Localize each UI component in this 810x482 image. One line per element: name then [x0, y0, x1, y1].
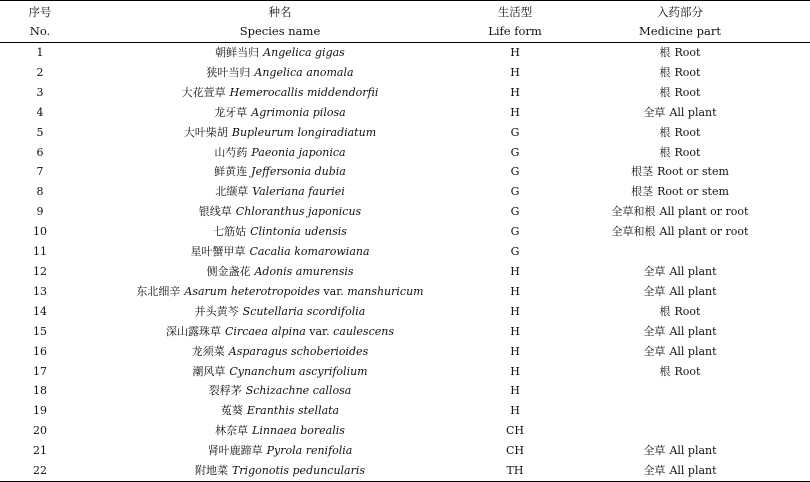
species-scientific-name: Pyrola renifolia [266, 444, 353, 458]
life-form-cell: CH [505, 444, 524, 458]
medicine-part-chinese: 根 [659, 46, 671, 59]
species-cell [80, 322, 480, 342]
medicine-part-cell [550, 322, 810, 342]
life-form-cell: CH [505, 424, 524, 438]
species-chinese-name: 朝鲜当归 [215, 46, 260, 59]
life-form-cell: G [510, 245, 520, 259]
species-chinese-name: 北缬草 [215, 185, 249, 199]
species-scientific-name: Asparagus schoberioides [228, 344, 369, 358]
species-cell [80, 362, 480, 382]
row-number: 3 [36, 85, 44, 99]
species-cell [80, 262, 480, 282]
medicine-part-english: All plant [669, 105, 717, 119]
species-scientific-name: Adonis amurensis [254, 264, 354, 278]
life-form-cell: H [510, 304, 520, 318]
table-row [0, 182, 810, 202]
species-chinese-name: 菟葵 [220, 404, 243, 418]
row-number: 4 [36, 105, 44, 119]
table-row [0, 441, 810, 461]
medicine-part-cell [550, 182, 810, 202]
life-form-cell: H [510, 364, 520, 378]
species-cell [80, 421, 480, 441]
species-scientific-name: Schizachne callosa [245, 384, 352, 398]
row-number: 12 [33, 264, 47, 278]
species-scientific-name: Hemerocallis middendorfii [229, 85, 379, 99]
row-number: 16 [33, 344, 47, 358]
row-number: 14 [33, 304, 47, 318]
row-number: 7 [36, 165, 44, 179]
medicine-part-cell [550, 143, 810, 163]
header-no-cn: 序号 [0, 1, 80, 22]
table-row [0, 123, 810, 143]
row-number: 6 [36, 145, 44, 159]
medicine-part-english: Root [674, 145, 701, 159]
species-variety: var. caulescens [309, 324, 394, 338]
medicine-part-chinese: 全草 [643, 264, 666, 278]
row-number: 8 [36, 185, 44, 199]
header-species-en: Species name [80, 21, 480, 43]
medicine-part-chinese: 全草 [643, 344, 666, 358]
species-cell [80, 143, 480, 163]
species-cell [80, 43, 480, 63]
row-number: 9 [36, 205, 44, 219]
medicine-part-english: All plant or root [659, 205, 749, 219]
medicine-part-cell [550, 83, 810, 103]
medicine-part-chinese: 全草 [643, 105, 666, 119]
species-scientific-name: Angelica anomala [254, 65, 354, 79]
species-scientific-name: Clintonia udensis [250, 225, 347, 239]
table-row [0, 43, 810, 63]
species-scientific-name: Linnaea borealis [252, 424, 345, 438]
life-form-cell: H [510, 46, 520, 59]
life-form-cell: G [510, 185, 520, 199]
table-row [0, 401, 810, 421]
table-body [0, 43, 810, 482]
species-scientific-name: Bupleurum longiradiatum [231, 125, 377, 139]
table-row [0, 242, 810, 262]
medicine-part-english: All plant [669, 444, 717, 458]
medicine-part-cell [550, 123, 810, 143]
table-header [0, 1, 810, 43]
life-form-cell: H [510, 384, 520, 398]
species-chinese-name: 侧金盏花 [206, 264, 251, 278]
species-chinese-name: 鲜黄连 [214, 165, 248, 179]
species-cell [80, 162, 480, 182]
table-row [0, 322, 810, 342]
medicine-part-cell [550, 381, 810, 401]
species-chinese-name: 七筋姑 [213, 225, 247, 239]
species-chinese-name: 山芍药 [214, 145, 248, 159]
table-row [0, 461, 810, 481]
row-number: 1 [36, 46, 44, 59]
medicine-part-english: Root or stem [657, 185, 729, 199]
header-life-form-en: Life form [480, 21, 550, 43]
row-number: 15 [33, 324, 47, 338]
medicine-part-cell [550, 282, 810, 302]
medicine-part-english: All plant [669, 464, 717, 478]
medicine-part-english: Root [674, 65, 701, 79]
medicine-part-cell [550, 222, 810, 242]
species-scientific-name: Jeffersonia dubia [251, 165, 346, 179]
species-scientific-name: Cynanchum ascyrifolium [229, 364, 368, 378]
species-cell [80, 63, 480, 83]
medicine-part-english: All plant [669, 264, 717, 278]
species-chinese-name: 大叶柴胡 [183, 125, 228, 139]
table-row [0, 202, 810, 222]
row-number: 19 [33, 404, 47, 418]
table-row [0, 421, 810, 441]
medicine-part-chinese: 根 [659, 85, 671, 99]
species-cell [80, 202, 480, 222]
life-form-cell: H [510, 105, 520, 119]
row-number: 10 [33, 225, 47, 239]
medicine-part-chinese: 全草 [643, 444, 666, 458]
table-row [0, 381, 810, 401]
table-row [0, 63, 810, 83]
species-chinese-name: 潮风草 [192, 364, 226, 378]
medicine-part-chinese: 全草和根 [611, 205, 656, 219]
medicine-part-english: Root or stem [657, 165, 729, 179]
row-number: 11 [33, 245, 47, 259]
medicine-part-cell [550, 421, 810, 441]
species-variety: var. manshuricum [323, 284, 424, 298]
species-chinese-name: 狭叶当归 [206, 65, 251, 79]
species-scientific-name: Asarum heterotropoides [184, 284, 320, 298]
table-row [0, 103, 810, 123]
species-scientific-name: Paeonia japonica [251, 145, 346, 159]
medicine-part-chinese: 根 [659, 145, 671, 159]
row-number: 21 [33, 444, 47, 458]
species-cell [80, 282, 480, 302]
species-cell [80, 222, 480, 242]
species-cell [80, 123, 480, 143]
medicine-part-cell [550, 63, 810, 83]
species-scientific-name: Trigonotis peduncularis [231, 464, 366, 478]
medicine-part-english: All plant [669, 284, 717, 298]
medicine-part-chinese: 根茎 [631, 165, 654, 179]
species-chinese-name: 肾叶鹿蹄草 [207, 444, 263, 458]
medicine-part-chinese: 根 [659, 65, 671, 79]
row-number: 22 [0, 461, 80, 481]
species-chinese-name: 龙牙草 [214, 105, 248, 119]
species-chinese-name: 裂稃茅 [208, 384, 242, 398]
life-form-cell: H [510, 85, 520, 99]
header-species-cn: 种名 [80, 1, 480, 22]
medicine-part-english: Root [674, 125, 701, 139]
medicine-part-cell [550, 202, 810, 222]
species-cell [80, 103, 480, 123]
species-cell [80, 401, 480, 421]
medicine-part-cell [550, 242, 810, 262]
table-row [0, 143, 810, 163]
medicine-part-cell [550, 162, 810, 182]
species-cell [80, 342, 480, 362]
species-cell [80, 242, 480, 262]
medicine-part-chinese: 全草 [643, 464, 666, 478]
row-number: 5 [36, 125, 44, 139]
header-medicine-part-cn: 入药部分 [550, 1, 810, 22]
species-cell [80, 83, 480, 103]
species-scientific-name: Angelica gigas [263, 46, 345, 59]
species-chinese-name: 龙须菜 [191, 344, 225, 358]
medicine-part-english: All plant [669, 324, 717, 338]
row-number: 17 [33, 364, 47, 378]
life-form-cell: H [510, 404, 520, 418]
life-form-cell: G [510, 165, 520, 179]
row-number: 13 [33, 284, 47, 298]
table-row [0, 83, 810, 103]
medicine-part-chinese: 根 [659, 364, 671, 378]
medicine-part-chinese: 全草 [643, 284, 666, 298]
table-row [0, 302, 810, 322]
table-row [0, 162, 810, 182]
species-chinese-name: 大花萱草 [181, 85, 226, 99]
species-scientific-name: Eranthis stellata [246, 404, 340, 418]
medicine-part-english: Root [674, 85, 701, 99]
row-number: 2 [36, 65, 44, 79]
species-scientific-name: Cacalia komarowiana [249, 245, 370, 259]
life-form-cell: G [510, 225, 520, 239]
species-chinese-name: 林奈草 [215, 424, 249, 438]
life-form-cell: H [510, 65, 520, 79]
life-form-cell: TH [480, 461, 550, 481]
medicine-part-cell [550, 262, 810, 282]
medicine-part-cell [550, 43, 810, 63]
medicine-part-english: All plant or root [659, 225, 749, 239]
species-cell [80, 461, 480, 481]
species-cell [80, 441, 480, 461]
row-number: 18 [33, 384, 47, 398]
life-form-cell: G [510, 205, 520, 219]
life-form-cell: H [510, 284, 520, 298]
medicine-part-english: Root [674, 46, 701, 59]
table-row [0, 262, 810, 282]
medicine-part-chinese: 全草 [643, 324, 666, 338]
medicine-part-cell [550, 103, 810, 123]
medicine-part-chinese: 根 [659, 125, 671, 139]
life-form-cell: H [510, 324, 520, 338]
species-cell [80, 182, 480, 202]
medicine-part-cell [550, 441, 810, 461]
table-row [0, 362, 810, 382]
medicine-part-cell [550, 362, 810, 382]
species-scientific-name: Valeriana fauriei [252, 185, 345, 199]
medicine-part-chinese: 根 [659, 304, 671, 318]
species-cell [80, 381, 480, 401]
medicine-part-cell [550, 342, 810, 362]
species-chinese-name: 东北细辛 [136, 284, 181, 298]
life-form-cell: G [510, 145, 520, 159]
species-chinese-name: 星叶蟹甲草 [190, 245, 246, 259]
species-chinese-name: 并头黄芩 [194, 304, 239, 318]
medicine-part-cell [550, 461, 810, 481]
table-row [0, 222, 810, 242]
species-scientific-name: Agrimonia pilosa [251, 105, 346, 119]
species-cell [80, 302, 480, 322]
medicine-part-english: Root [674, 364, 701, 378]
species-scientific-name: Chloranthus japonicus [235, 205, 362, 219]
species-chinese-name: 银线草 [198, 205, 232, 219]
species-chinese-name: 附地菜 [194, 464, 228, 478]
life-form-cell: H [510, 344, 520, 358]
medicine-part-english: All plant [669, 344, 717, 358]
life-form-cell: G [510, 125, 520, 139]
table-row [0, 342, 810, 362]
row-number: 20 [33, 424, 47, 438]
table-row [0, 282, 810, 302]
species-scientific-name: Scutellaria scordifolia [242, 304, 366, 318]
medicine-part-english: Root [674, 304, 701, 318]
medicine-part-cell [550, 302, 810, 322]
medicine-part-chinese: 根茎 [631, 185, 654, 199]
species-scientific-name: Circaea alpina [225, 324, 306, 338]
header-no-en: No. [0, 21, 80, 43]
header-life-form-cn: 生活型 [480, 1, 550, 22]
medicine-part-cell [550, 401, 810, 421]
species-chinese-name: 深山露珠草 [166, 324, 221, 338]
life-form-cell: H [510, 264, 520, 278]
medicine-part-chinese: 全草和根 [611, 225, 656, 239]
header-medicine-part-en: Medicine part [550, 21, 810, 43]
